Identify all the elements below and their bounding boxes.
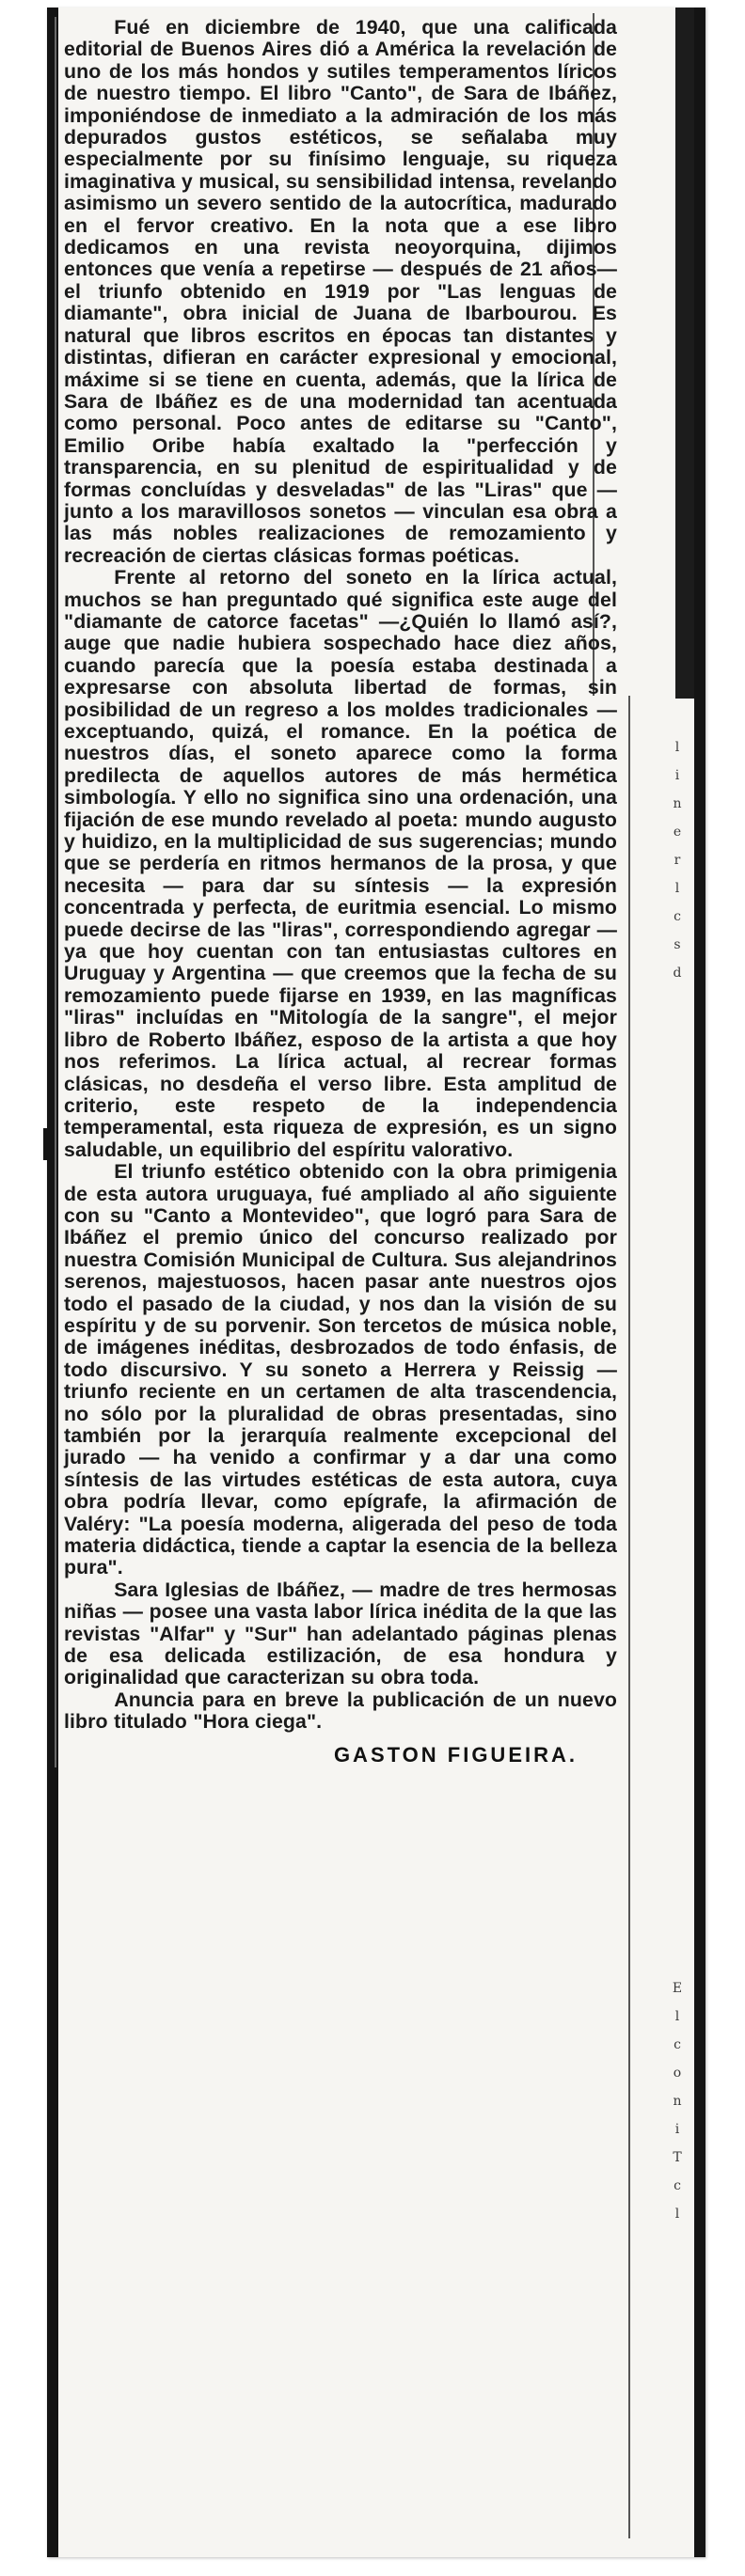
- margin-mark: l: [674, 740, 680, 755]
- scan-edge-right-upper: [675, 8, 694, 699]
- margin-mark: i: [674, 2122, 680, 2137]
- margin-mark: i: [674, 768, 680, 783]
- margin-mark: c: [674, 2037, 681, 2052]
- article-paragraph-1: Fué en diciembre de 1940, que una calificada editorial de Buenos Aires dió a América la revelación de uno de los más hondos y sutiles temperamentos líricos de nuestro tiempo. El libro "Canto", de Sara de Ibáñez, imponiéndose de inmediato a la admiración de los más depurados gustos estéticos, se señalaba muy especialmente por su finísimo lenguaje, su riqueza imaginativa y musical, su sensibilidad intensa, revelando asimismo un severo sentido de la autocrítica, madurado en el fervor creativo. En la nota que a ese libro dedicamos en una revista neoyorquina, dijimos entonces que venía a repetirse — después de 21 años— el triunfo obtenido en 1919 por "Las lenguas de diamante", obra inicial de Juana de Ibarbourou. Es natural que libros escritos en épocas tan distantes y distintas, difieran en carácter expresional y emocional, máxime si se tiene en cuenta, además, que la lírica de Sara de Ibáñez es de una modernidad tan acentuada como personal. Poco antes de editarse su "Canto", Emilio Oribe había exaltado la "perfección y transparencia, en su plenitud de espiritualidad y de formas concluídas y desveladas" de las "Liras" que — junto a los maravillosos sonetos — vinculan esa obra a las más nobles realizaciones de remozamiento y recreación de ciertas clásicas formas poéticas.: [64, 16, 617, 567]
- margin-mark: o: [673, 2066, 682, 2081]
- margin-marks-lower: [666, 1974, 689, 2228]
- margin-marks-upper: [666, 733, 689, 987]
- margin-mark: l: [674, 881, 680, 896]
- margin-mark: d: [673, 966, 682, 981]
- margin-mark: n: [673, 2094, 682, 2109]
- article-paragraph-3: El triunfo estético obtenido con la obra primigenia de esta autora uruguaya, fué ampliado al año siguiente con su "Canto a Montevideo", que logró para Sara de Ibáñez el premio único del concurso realizado por nuestra Comisión Municipal de Cultura. Sus alejandrinos serenos, majestuosos, hacen pasar ante nuestros ojos todo el pasado de la ciudad, y nos dan la visión de su espíritu y de su porvenir. Son tercetos de música noble, de imágenes inéditas, desbrozados de todo énfasis, de todo discursivo. Y su soneto a Herrera y Reissig — triunfo reciente en un certamen de alta trascendencia, no sólo por la pluralidad de obras presentadas, sino también por la jerarquía realmente excepcional del jurado — ha venido a confirmar y a dar una como síntesis de las virtudes estéticas de esta autora, cuya obra podría llevar, como epígrafe, la afirmación de Valéry: "La poesía moderna, aligerada del peso de toda materia didáctica, tiende a captar la esencia de la belleza pura".: [64, 1160, 617, 1579]
- margin-mark: e: [673, 825, 682, 840]
- margin-mark: n: [673, 796, 682, 811]
- margin-mark: E: [672, 1981, 683, 1996]
- scan-edge-right: [694, 8, 705, 2557]
- clipping-right-rule-lower: [628, 696, 630, 2538]
- margin-mark: c: [674, 909, 681, 924]
- margin-mark: c: [674, 2178, 681, 2193]
- margin-mark: r: [674, 853, 681, 868]
- article-paragraph-2: Frente al retorno del soneto en la lírica actual, muchos se han preguntado qué significa este auge del "diamante de catorce facetas" —¿Quién lo llamó así?, auge que nadie hubiera sospechado hace diez años, cuando parecía que la poesía estaba destinada a expresarse con absoluta libertad de formas, sin posibilidad de un regreso a los moldes tradicionales — exceptuando, quizá, el romance. En la poética de nuestros días, el soneto aparece como la forma predilecta de aquellos autores de más hermética simbología. Y ello no significa sino una ordenación, una fijación de ese mundo revelado al poeta: mundo augusto y huidizo, en la multiplicidad de sus sugerencias; mundo que se perdería en ritmos hermanos de la prosa, y que necesita — para dar su síntesis — la expresión concentrada y perfecta, de euritmia esencial. Lo mismo puede decirse de las "liras", correspondiendo agregar — ya que hoy cuentan con tan entusiastas cultores en Uruguay y Argentina — que creemos que la fecha de su remozamiento puede fijarse en 1939, en las magníficas "liras" incluídas en "Mitología de la sangre", el mejor libro de Roberto Ibáñez, esposo de la artista a que hoy nos referimos. La lírica actual, al recrear formas clásicas, no desdeña el verso libre. Esta amplitud de criterio, este respeto de la independencia temperamental, esta riqueza de expresión, es un signo saludable, un equilibrio del espíritu valorativo.: [64, 566, 617, 1161]
- article-paragraph-5: Anuncia para en breve la publicación de un nuevo libro titulado "Hora ciega".: [64, 1688, 617, 1734]
- article-body: [64, 17, 617, 1734]
- margin-mark: l: [674, 2207, 680, 2222]
- article-paragraph-4: Sara Iglesias de Ibáñez, — madre de tres hermosas niñas — posee una vasta labor lírica inédita de la que las revistas "Alfar" y "Sur" han adelantado páginas plenas de esa delicada estilización, de esa hondura y originalidad que caracterizan su obra toda.: [64, 1578, 617, 1689]
- margin-mark: s: [674, 937, 681, 952]
- newspaper-clipping: [55, 17, 623, 1767]
- margin-mark: T: [673, 2150, 682, 2165]
- author-signature: GASTON FIGUEIRA.: [333, 1742, 578, 1767]
- margin-mark: l: [674, 2009, 680, 2024]
